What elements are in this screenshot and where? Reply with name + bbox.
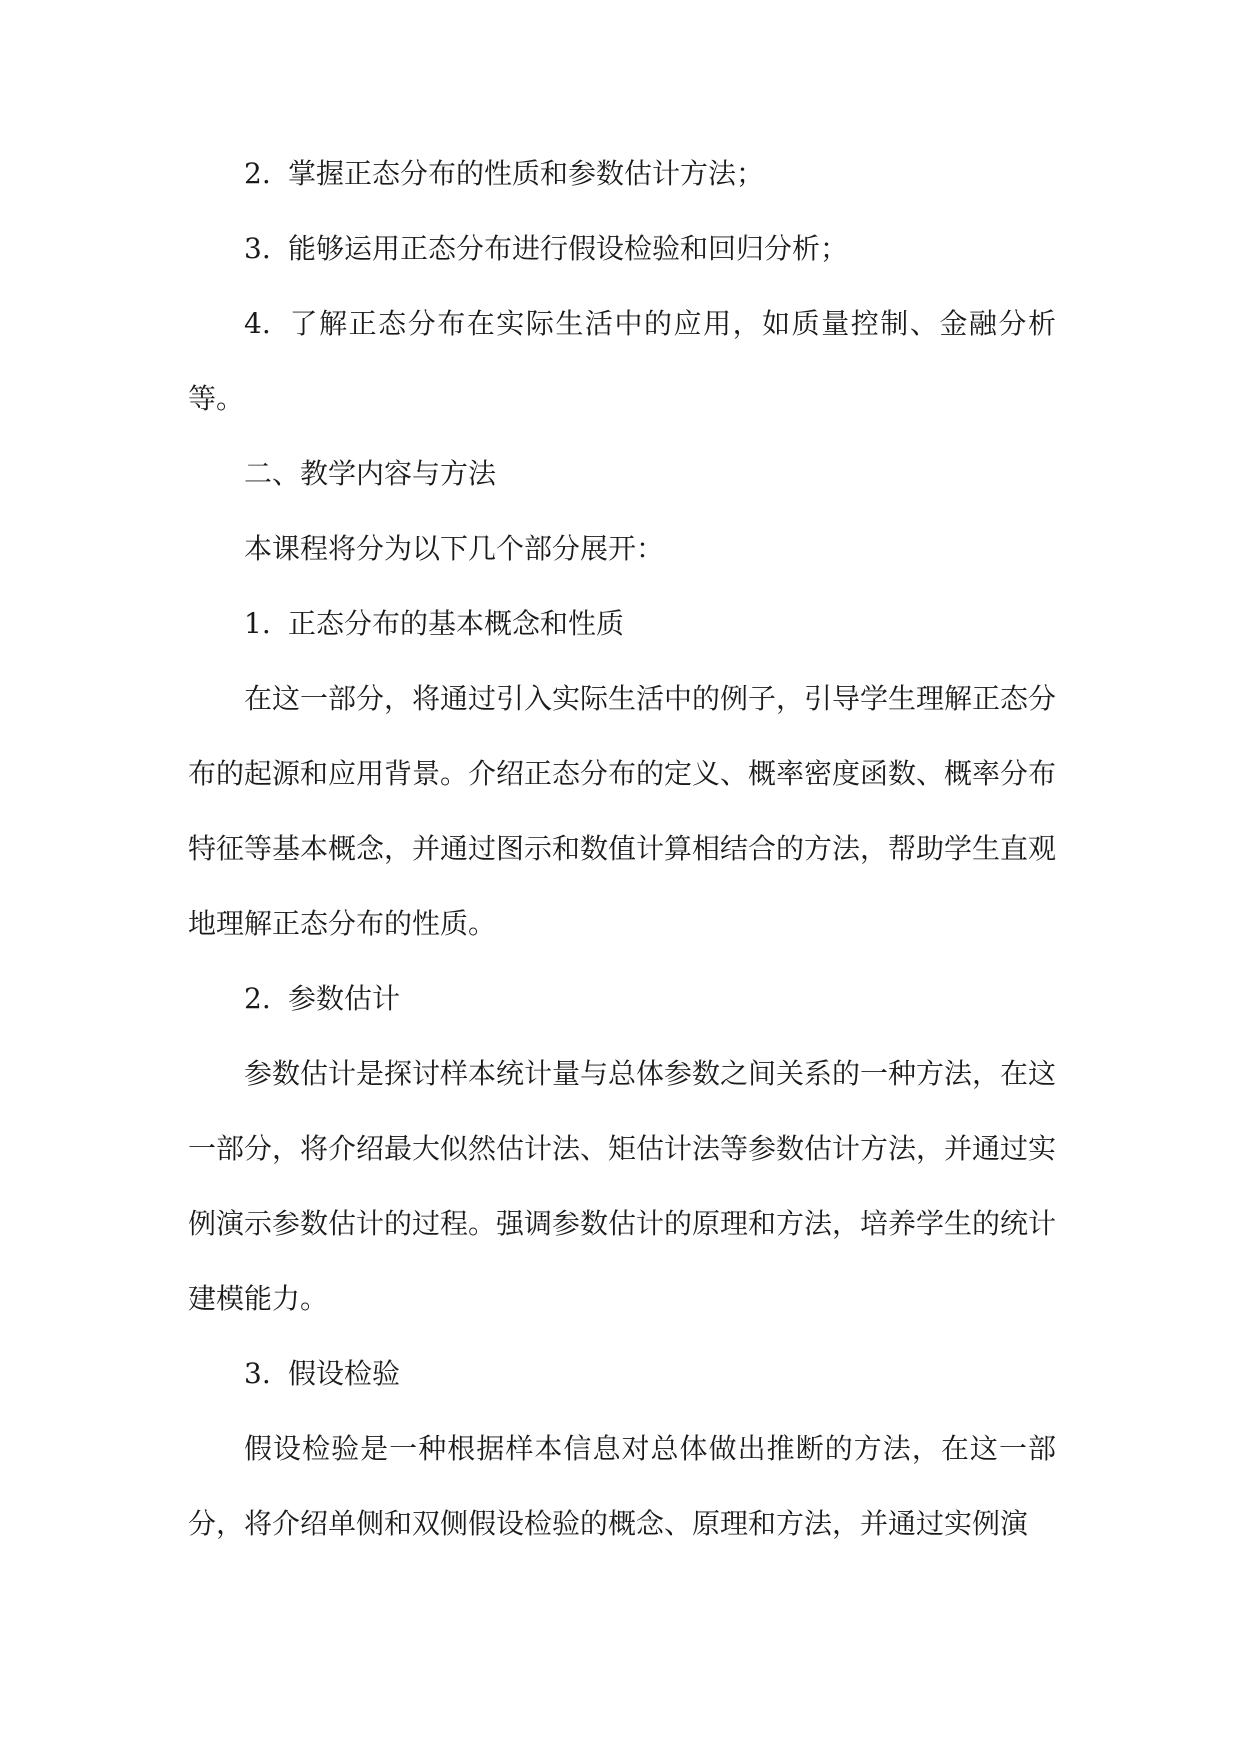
item-number: 3.	[244, 232, 271, 265]
section-heading: 二、教学内容与方法	[244, 457, 497, 490]
item-text: 假设检验	[288, 1357, 401, 1390]
item-number: 2.	[244, 982, 271, 1015]
item-text: 参数估计	[288, 982, 401, 1015]
subsection-heading-2	[188, 961, 1056, 1036]
item-number: 2.	[244, 157, 271, 190]
subsection-body-1: 在这一部分，将通过引入实际生活中的例子，引导学生理解正态分布的起源和应用背景。介绍正态分布的定义、概率密度函数、概率分布特征等基本概念，并通过图示和数值计算相结合的方法，帮助学生直观地理解正态分布的性质。	[188, 682, 1057, 940]
item-text: 正态分布的基本概念和性质	[288, 607, 625, 640]
item-text: 能够运用正态分布进行假设检验和回归分析；	[288, 232, 849, 265]
objective-item-2	[188, 136, 1056, 211]
subsection-body-3: 假设检验是一种根据样本信息对总体做出推断的方法，在这一部分，将介绍单侧和双侧假设检验的概念、原理和方法，并通过实例演	[188, 1432, 1056, 1540]
item-number: 1.	[244, 607, 271, 640]
item-number: 3.	[244, 1357, 271, 1390]
item-number: 4.	[244, 307, 271, 340]
section-intro: 本课程将分为以下几个部分展开：	[244, 532, 665, 565]
subsection-body-2: 参数估计是探讨样本统计量与总体参数之间关系的一种方法，在这一部分，将介绍最大似然估计法、矩估计法等参数估计方法，并通过实例演示参数估计的过程。强调参数估计的原理和方法，培养学生的统计建模能力。	[188, 1057, 1057, 1315]
subsection-heading-1	[188, 586, 1056, 661]
objective-item-4	[188, 286, 1056, 436]
subsection-heading-3	[188, 1336, 1056, 1411]
document-body	[188, 136, 1056, 1561]
objective-item-3	[188, 211, 1056, 286]
item-text: 了解正态分布在实际生活中的应用，如质量控制、金融分析等。	[188, 307, 1056, 415]
item-text: 掌握正态分布的性质和参数估计方法；	[288, 157, 765, 190]
